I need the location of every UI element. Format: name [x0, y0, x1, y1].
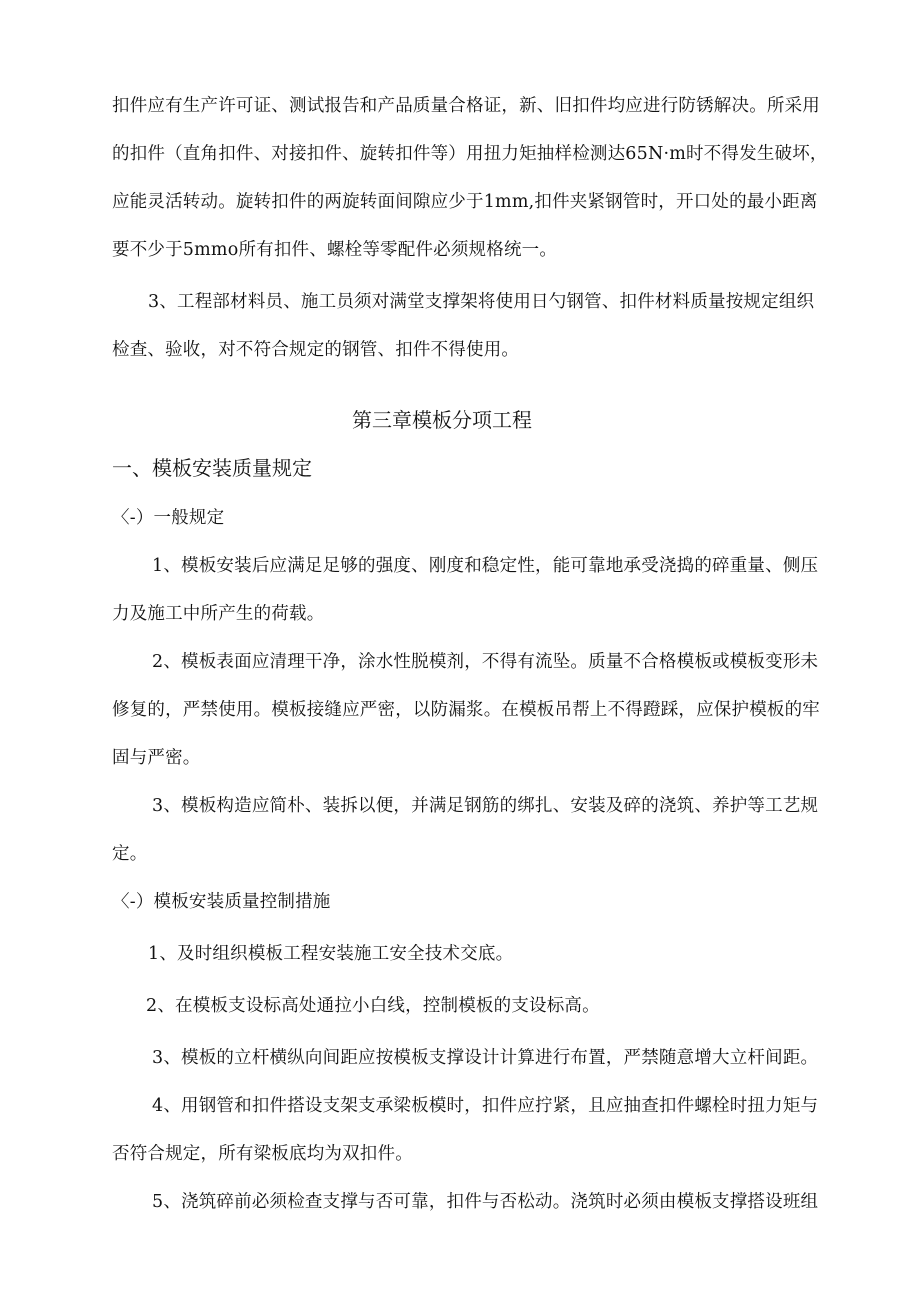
body-line-23: 5、浇筑碎前必须检查支撑与否可靠，扣件与否松动。浇筑时必须由模板支撑搭设班组 [152, 1192, 819, 1212]
body-line-18: 1、及时组织模板工程安装施工安全技术交底。 [148, 944, 514, 964]
body-line-10: 1、模板安装后应满足足够的强度、刚度和稳定性，能可靠地承受浇捣的碎重量、侧压 [152, 556, 819, 576]
body-line-19: 2、在模板支设标高处通拉小白线，控制模板的支设标高。 [146, 996, 600, 1016]
body-line-5: 3、工程部材料员、施工员须对满堂支撑架将使用日勺钢管、扣件材料质量按规定组织 [148, 292, 815, 312]
subheading-control: 〈-）模板安装质量控制措施 [112, 892, 331, 912]
body-line-20: 3、模板的立杆横纵向间距应按模板支撑设计计算进行布置，严禁随意增大立杆间距。 [152, 1048, 819, 1068]
body-line-4: 要不少于5mmo所有扣件、螺栓等零配件必须规格统一。 [112, 240, 558, 260]
body-line-16: 定。 [112, 844, 148, 864]
body-line-6: 检查、验收，对不符合规定的钢管、扣件不得使用。 [112, 340, 520, 360]
body-line-13: 修复的，严禁使用。模板接缝应严密，以防漏浆。在模板吊帮上不得蹬踩，应保护模板的牢 [112, 700, 820, 720]
subheading-general: 〈-）一般规定 [112, 508, 225, 528]
body-line-2: 的扣件（直角扣件、对接扣件、旋转扣件等）用扭力矩抽样检测达65N·m时不得发生破坏， [112, 144, 828, 164]
body-line-22: 否符合规定，所有梁板底均为双扣件。 [112, 1144, 413, 1164]
body-line-14: 固与严密。 [112, 748, 201, 768]
body-line-11: 力及施工中所产生的荷载。 [112, 604, 325, 624]
body-line-15: 3、模板构造应简朴、装拆以便，并满足钢筋的绑扎、安装及碎的浇筑、养护等工艺规 [152, 796, 819, 816]
chapter-title: 第三章模板分项工程 [352, 408, 532, 432]
body-line-1: 扣件应有生产许可证、测试报告和产品质量合格证，新、旧扣件均应进行防锈解决。所采用 [112, 96, 820, 116]
body-line-21: 4、用钢管和扣件搭设支架支承梁板模时，扣件应拧紧，且应抽查扣件螺栓时扭力矩与 [152, 1096, 819, 1116]
body-line-12: 2、模板表面应清理干净，涂水性脱模剂，不得有流坠。质量不合格模板或模板变形未 [152, 652, 819, 672]
section-heading: 一、模板安装质量规定 [112, 456, 312, 480]
body-line-3: 应能灵活转动。旋转扣件的两旋转面间隙应少于1mm,扣件夹紧钢管时，开口处的最小距离 [112, 192, 818, 212]
